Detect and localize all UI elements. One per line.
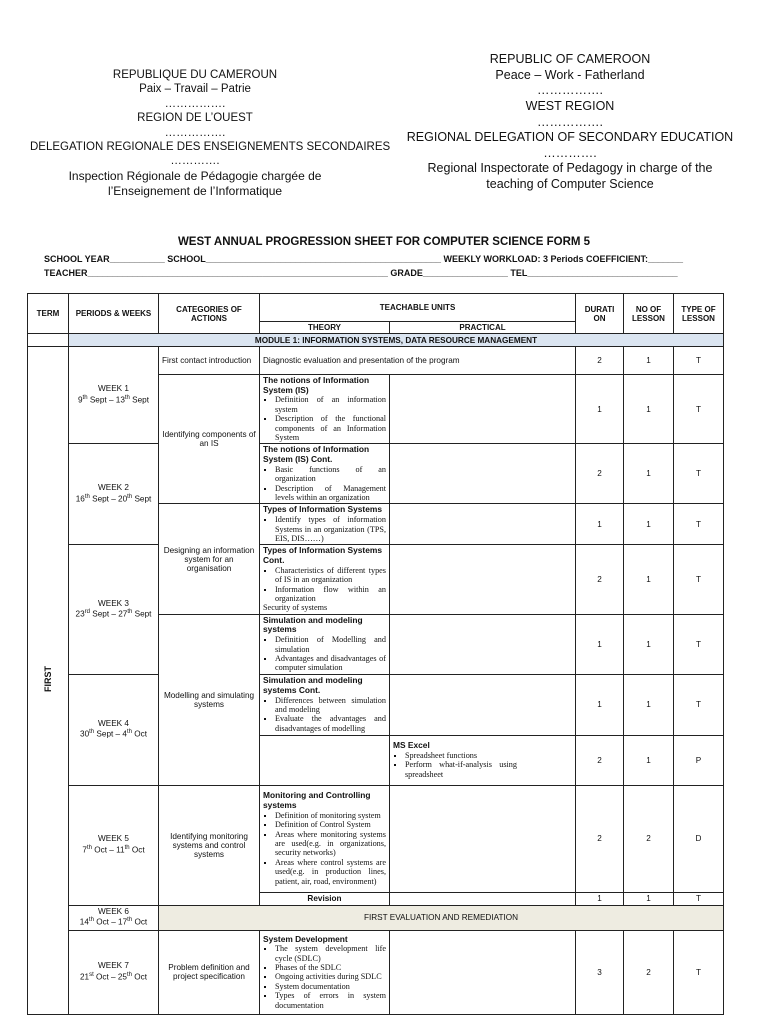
meta-line-teacher: TEACHER____________________________________________________________ GRADE_________________ TEL______________________________	[44, 268, 678, 278]
header-en-dots: …………….	[537, 114, 603, 129]
duration-cell: 1	[576, 674, 624, 735]
header-french	[30, 68, 391, 199]
duration-cell: 2	[576, 545, 624, 614]
header-lessons: NO OF LESSON	[624, 294, 674, 334]
category-cell: Identifying monitoring systems and control systems	[159, 785, 260, 905]
practical-cell	[390, 614, 576, 674]
type-cell: T	[674, 444, 724, 504]
header-theory: THEORY	[260, 322, 390, 334]
lessons-cell: 1	[624, 614, 674, 674]
week-cell: WEEK 7 21st Oct – 25th Oct	[69, 930, 159, 1014]
duration-cell: 2	[576, 735, 624, 785]
practical-cell	[390, 375, 576, 444]
table-row	[28, 545, 724, 614]
theory-cell: Monitoring and Controlling systems ▪ Definition of monitoring system ▪ Definition of Control System ▪ Areas where monitoring systems are used(e.g. in organizations, security networks) ▪ Areas where control systems are used(e.g. in production lines, patient, air, road, environment)	[260, 785, 390, 892]
practical-cell	[390, 545, 576, 614]
duration-cell: 1	[576, 504, 624, 545]
theory-cell: The notions of Information System (IS) Cont. ▪ Basic functions of an organization ▪ Description of Management levels within an organization	[260, 444, 390, 504]
duration-cell: 1	[576, 892, 624, 905]
type-cell: T	[674, 930, 724, 1014]
header-en-line5: Regional Inspectorate of Pedagogy in charge of the	[427, 161, 713, 176]
week-cell: WEEK 1 9th Sept – 13th Sept	[69, 347, 159, 444]
header-fr-dots: …………….	[164, 97, 226, 110]
revision-cell: Revision	[260, 892, 390, 905]
category-cell: Designing an information system for an organisation	[159, 504, 260, 614]
lessons-cell: 1	[624, 504, 674, 545]
theory-cell: Simulation and modeling systems ▪ Definition of Modelling and simulation ▪ Advantages and disadvantages of computer simulation	[260, 614, 390, 674]
duration-cell: 3	[576, 930, 624, 1014]
practical-cell	[390, 674, 576, 735]
header-en-line1: REPUBLIC OF CAMEROON	[489, 52, 651, 66]
evaluation-cell: FIRST EVALUATION AND REMEDIATION	[159, 905, 724, 930]
progression-table	[27, 293, 724, 1015]
duration-cell: 1	[576, 375, 624, 444]
type-cell: T	[674, 375, 724, 444]
theory-cell: Types of Information Systems ▪ Identify types of information Systems in an organization (TPS, EIS, DIS……)	[260, 504, 390, 545]
practical-cell	[390, 892, 576, 905]
type-cell: P	[674, 735, 724, 785]
table-row	[28, 347, 724, 375]
header-fr-dots: ………….	[170, 155, 220, 168]
type-cell: T	[674, 892, 724, 905]
header-en-line6: teaching of Computer Science	[486, 177, 654, 191]
header-fr-dots: …………….	[164, 126, 226, 139]
header-en-dots: …………….	[537, 83, 603, 98]
week-cell: WEEK 5 7th Oct – 11th Oct	[69, 785, 159, 905]
header-teachable-units: TEACHABLE UNITS	[260, 294, 576, 322]
header-en-line3: WEST REGION	[525, 98, 615, 113]
header-fr-line3: REGION DE L’OUEST	[137, 112, 253, 125]
table-row	[28, 905, 724, 930]
type-cell: D	[674, 785, 724, 892]
header-en-line4: REGIONAL DELEGATION OF SECONDARY EDUCATION	[406, 130, 734, 145]
type-cell: T	[674, 504, 724, 545]
theory-cell: System Development ▪ The system development life cycle (SDLC) ▪ Phases of the SDLC ▪ Ongoing activities during SDLC ▪ System documentation ▪ Types of errors in system documentation	[260, 930, 390, 1014]
lessons-cell: 1	[624, 892, 674, 905]
category-cell: First contact introduction	[159, 347, 260, 375]
theory-cell: The notions of Information System (IS) ▪ Definition of an information system ▪ Description of the functional components of an Information System	[260, 375, 390, 444]
table-row	[28, 785, 724, 892]
header-fr-line6: l’Enseignement de l’Informatique	[107, 183, 283, 198]
header-periods: PERIODS & WEEKS	[69, 294, 159, 334]
category-cell: Identifying components of an IS	[159, 375, 260, 504]
header-en-line2: Peace – Work - Fatherland	[495, 67, 645, 82]
lessons-cell: 1	[624, 347, 674, 375]
table-row	[28, 674, 724, 735]
header-fr-line5: Inspection Régionale de Pédagogie chargée de	[68, 168, 322, 183]
lessons-cell: 1	[624, 444, 674, 504]
header-en-dots: ………….	[543, 145, 597, 160]
duration-cell: 2	[576, 444, 624, 504]
category-cell: Problem definition and project specification	[159, 930, 260, 1014]
week-cell: WEEK 2 16th Sept – 20th Sept	[69, 444, 159, 545]
duration-cell: 2	[576, 785, 624, 892]
header-categories: CATEGORIES OF ACTIONS	[159, 294, 260, 334]
header-fr-line4: DELEGATION REGIONALE DES ENSEIGNEMENTS SECONDAIRES	[30, 140, 391, 153]
header-fr-line2: Paix – Travail – Patrie	[139, 83, 251, 96]
document-title: WEST ANNUAL PROGRESSION SHEET FOR COMPUTER SCIENCE FORM 5	[177, 236, 591, 248]
week-cell: WEEK 4 30th Sept – 4th Oct	[69, 674, 159, 785]
term-cell: FIRST	[28, 347, 69, 1015]
lessons-cell: 1	[624, 674, 674, 735]
week-cell: WEEK 6 14th Oct – 17th Oct	[69, 905, 159, 930]
lessons-cell: 2	[624, 930, 674, 1014]
meta-line-school: SCHOOL YEAR___________ SCHOOL_______________________________________________ WEEKLY WORKLOAD: 3 Periods COEFFICIENT:_______	[44, 254, 684, 264]
header-english	[390, 52, 750, 193]
practical-cell: MS Excel ▪ Spreadsheet functions ▪ Perform what-if-analysis using spreadsheet	[390, 735, 576, 785]
header-fr-line1: REPUBLIQUE DU CAMEROUN	[112, 69, 278, 81]
type-cell: T	[674, 347, 724, 375]
theory-cell	[260, 735, 390, 785]
type-cell: T	[674, 614, 724, 674]
practical-cell	[390, 504, 576, 545]
header-term: TERM	[28, 294, 69, 334]
header-practical: PRACTICAL	[390, 322, 576, 334]
table-row	[28, 444, 724, 504]
header-duration: DURATI ON	[576, 294, 624, 334]
duration-cell: 2	[576, 347, 624, 375]
practical-cell	[390, 785, 576, 892]
practical-cell	[390, 444, 576, 504]
theory-cell: Simulation and modeling systems Cont. ▪ Differences between simulation and modeling ▪ Evaluate the advantages and disadvantages of modelling	[260, 674, 390, 735]
theory-cell: Diagnostic evaluation and presentation of the program	[260, 347, 576, 375]
lessons-cell: 1	[624, 375, 674, 444]
type-cell: T	[674, 545, 724, 614]
type-cell: T	[674, 674, 724, 735]
lessons-cell: 1	[624, 735, 674, 785]
theory-cell: Types of Information Systems Cont. ▪ Characteristics of different types of IS in an organization ▪ Information flow within an organization Security of systems	[260, 545, 390, 614]
lessons-cell: 2	[624, 785, 674, 892]
header-type: TYPE OF LESSON	[674, 294, 724, 334]
practical-cell	[390, 930, 576, 1014]
table-row	[28, 930, 724, 1014]
category-cell: Modelling and simulating systems	[159, 614, 260, 785]
week-cell: WEEK 3 23rd Sept – 27th Sept	[69, 545, 159, 674]
duration-cell: 1	[576, 614, 624, 674]
module-title: MODULE 1: INFORMATION SYSTEMS, DATA RESOURCE MANAGEMENT	[69, 334, 724, 347]
lessons-cell: 1	[624, 545, 674, 614]
